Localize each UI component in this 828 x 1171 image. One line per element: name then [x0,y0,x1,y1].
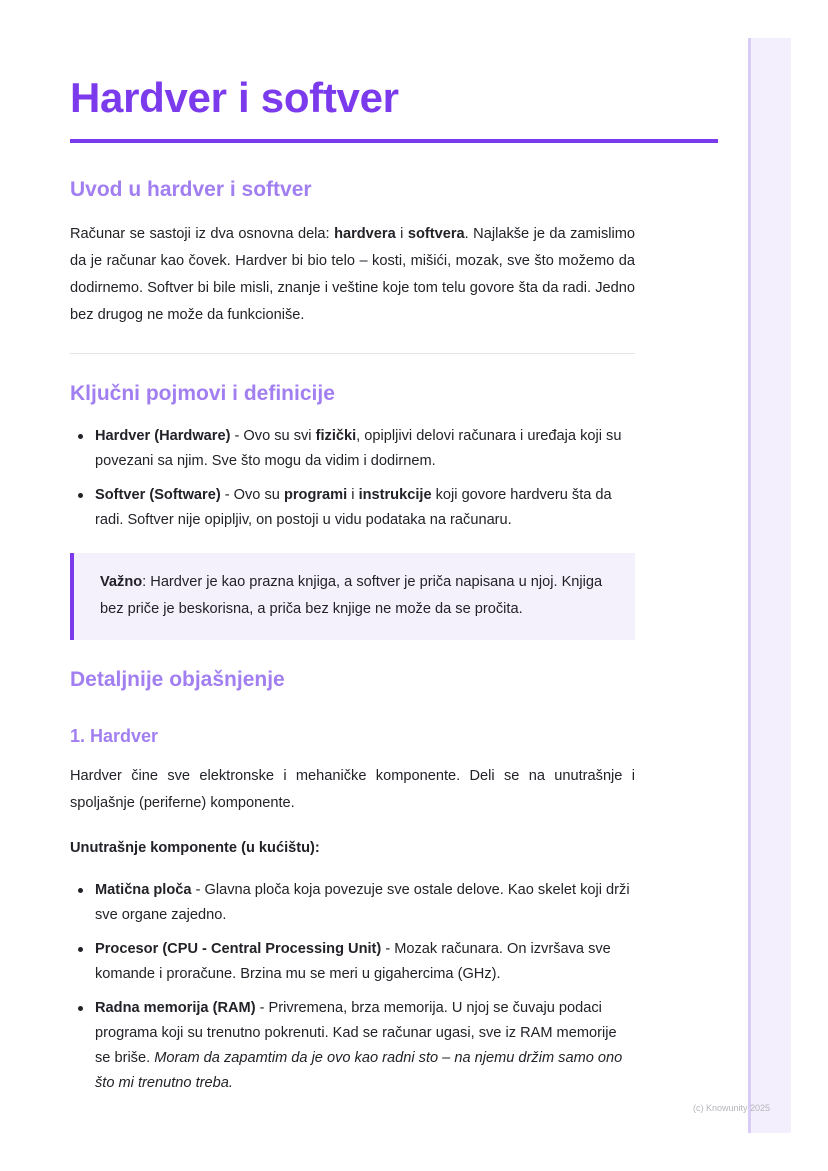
item-text: - Glavna ploča koja povezuje sve ostale delove. Kao skelet koji drži sve organe zajedno. [95,882,630,923]
term-maticna-ploca: Matična ploča [95,882,192,898]
intro-bold-softvera: softvera [407,226,465,242]
side-line [748,38,751,1133]
list-item [70,937,635,987]
item-text: i [347,487,359,503]
list-item [70,483,635,533]
page-title: Hardver i softver [70,74,399,121]
bold-fizicki: fizički [315,428,357,444]
important-callout [70,553,635,640]
callout-label: Važno [100,574,143,590]
internal-components-list [70,878,635,1096]
term-hardver: Hardver (Hardware) [95,428,231,444]
callout-text [100,569,615,623]
term-procesor: Procesor (CPU - Central Processing Unit) [95,941,382,957]
list-item [70,878,635,928]
item-text: - Privremena, brza memorija. U njoj se čuvaju podaci programa koji su trenutno pokrenuti. Kad se računar ugasi, sve iz RAM memorije se briše. [95,1000,617,1066]
internal-components-label: Unutrašnje komponente (u kućištu): [70,840,320,856]
key-terms-heading: Ključni pojmovi i definicije [70,382,335,405]
detail-heading: Detaljnije objašnjenje [70,668,285,691]
footer-copyright: (c) Knowunity 2025 [693,1103,771,1113]
bold-programi: programi [283,487,348,503]
intro-text: Računar se sastoji iz dva osnovna dela: [70,226,335,242]
title-rule [70,139,718,143]
side-band [748,38,791,1133]
bold-instrukcije: instrukcije [358,487,432,503]
item-text: koji govore hardveru šta da radi. Softver nije opipljiv, on postoji u vidu podataka na računaru. [95,487,612,528]
intro-paragraph [70,221,635,329]
item-text: - Ovo su [220,487,284,503]
hardver-subheading: 1. Hardver [70,726,159,746]
list-item [70,424,635,474]
key-terms-list [70,424,635,533]
term-softver: Softver (Software) [95,487,221,503]
callout-body: : Hardver je kao prazna knjiga, a softver je priča napisana u njoj. Knjiga bez priče je beskorisna, a priča bez knjige ne može da se pročita. [100,574,603,617]
intro-text: i [395,226,408,242]
intro-bold-hardvera: hardvera [334,226,396,242]
item-text: - Ovo su svi [230,428,316,444]
section-divider [70,353,635,354]
ram-note-italic: Moram da zapamtim da je ovo kao radni sto – na njemu držim samo ono što mi trenutno treba. [95,1050,623,1091]
intro-text: . Najlakše je da zamislimo da je računar kao čovek. Hardver bi bio telo – kosti, mišići, mozak, sve što možemo da dodirnemo. Softver bi bile misli, znanje i veštine koje tom telu govore šta da radi. Jedno bez drugog ne može da funkcioniše. [70,226,635,323]
intro-heading: Uvod u hardver i softver [70,178,312,201]
hardver-paragraph: Hardver čine sve elektronske i mehaničke komponente. Deli se na unutrašnje i spoljašnje (periferne) komponente. [70,768,635,811]
term-ram: Radna memorija (RAM) [95,1000,256,1016]
item-text: , opipljivi delovi računara i uređaja koji su povezani sa njim. Sve što mogu da vidim i dodirnem. [95,428,622,469]
list-item [70,996,635,1096]
item-text: - Mozak računara. On izvršava sve komande i proračune. Brzina mu se meri u gigahercima (GHz). [95,941,611,982]
